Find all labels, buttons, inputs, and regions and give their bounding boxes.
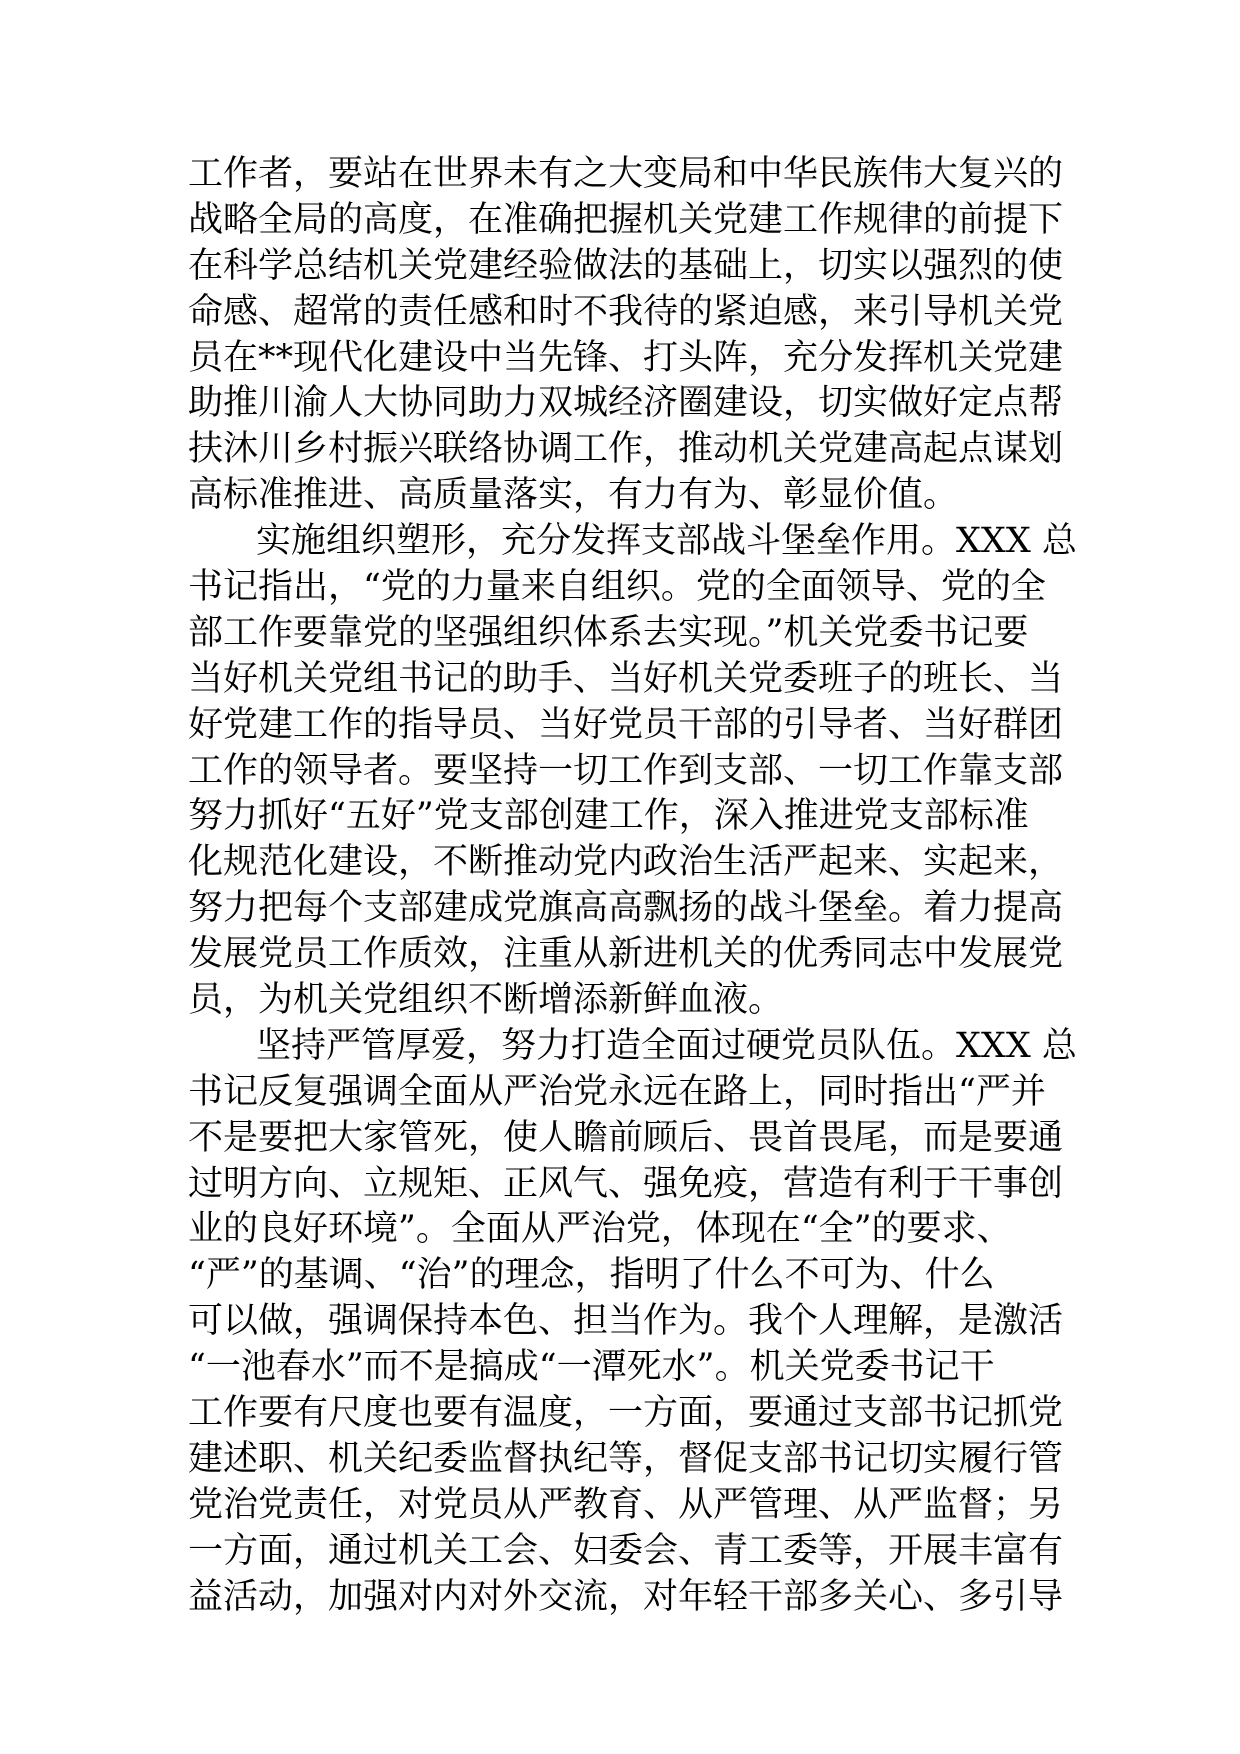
text-line: 建述职、机关纪委监督执纪等，督促支部书记切实履行管 [188,1438,1064,1479]
text-line: 可以做，强调保持本色、担当作为。我个人理解，是激活 [188,1301,1064,1342]
text-line: 工作的领导者。要坚持一切工作到支部、一切工作靠支部 [188,750,1064,791]
text-line: “严”的基调、“治”的理念，指明了什么不可为、什么 [188,1255,995,1296]
text-line: 命感、超常的责任感和时不我待的紧迫感，来引导机关党 [188,291,1064,332]
text-line: 工作要有尺度也要有温度，一方面，要通过支部书记抓党 [188,1393,1064,1434]
text-line: 努力把每个支部建成党旗高高飘扬的战斗堡垒。着力提高 [188,888,1064,929]
text-line: 一方面，通过机关工会、妇委会、青工委等，开展丰富有 [188,1530,1064,1571]
text-line: 党治党责任，对党员从严教育、从严管理、从严监督；另 [188,1484,1064,1525]
text-line: 工作者，要站在世界未有之大变局和中华民族伟大复兴的 [188,154,1064,194]
paragraph-first-line: 坚持严管厚爱，努力打造全面过硬党员队伍。XXX 总 [256,1025,1077,1066]
text-line: 助推川渝人大协同助力双城经济圈建设，切实做好定点帮 [188,383,1064,424]
text-line: 发展党员工作质效，注重从新进机关的优秀同志中发展党 [188,934,1064,975]
text-line: 过明方向、立规矩、正风气、强免疫，营造有利于干事创 [188,1163,1064,1204]
text-line: 化规范化建设，不断推动党内政治生活严起来、实起来， [188,842,1064,883]
text-line: 书记指出，“党的力量来自组织。党的全面领导、党的全 [188,567,1046,608]
text-line: 员在**现代化建设中当先锋、打头阵，充分发挥机关党建 [188,337,1064,378]
text-line: 部工作要靠党的坚强组织体系去实现。”机关党委书记要 [188,612,1029,653]
text-line: 不是要把大家管死，使人瞻前顾后、畏首畏尾，而是要通 [188,1117,1064,1158]
text-line: “一池春水”而不是搞成“一潭死水”。机关党委书记干 [188,1347,995,1388]
text-line: 业的良好环境”。全面从严治党，体现在“全”的要求、 [188,1209,1012,1250]
paragraph-first-line: 实施组织塑形，充分发挥支部战斗堡垒作用。XXX 总 [256,521,1077,562]
text-line: 战略全局的高度，在准确把握机关党建工作规律的前提下 [188,199,1064,240]
text-line: 员，为机关党组织不断增添新鲜血液。 [188,980,784,1021]
body-text [188,152,1077,1621]
text-line: 当好机关党组书记的助手、当好机关党委班子的班长、当 [188,658,1064,699]
text-line: 高标准推进、高质量落实，有力有为、彰显价值。 [188,475,959,516]
text-line: 益活动，加强对内对外交流，对年轻干部多关心、多引导 [188,1576,1064,1617]
text-line: 扶沐川乡村振兴联络协调工作，推动机关党建高起点谋划 [188,429,1064,470]
text-line: 在科学总结机关党建经验做法的基础上，切实以强烈的使 [188,245,1064,286]
text-line: 好党建工作的指导员、当好党员干部的引导者、当好群团 [188,704,1064,745]
text-line: 努力抓好“五好”党支部创建工作，深入推进党支部标准 [188,796,1029,837]
text-line: 书记反复强调全面从严治党永远在路上，同时指出“严并 [188,1071,1046,1112]
